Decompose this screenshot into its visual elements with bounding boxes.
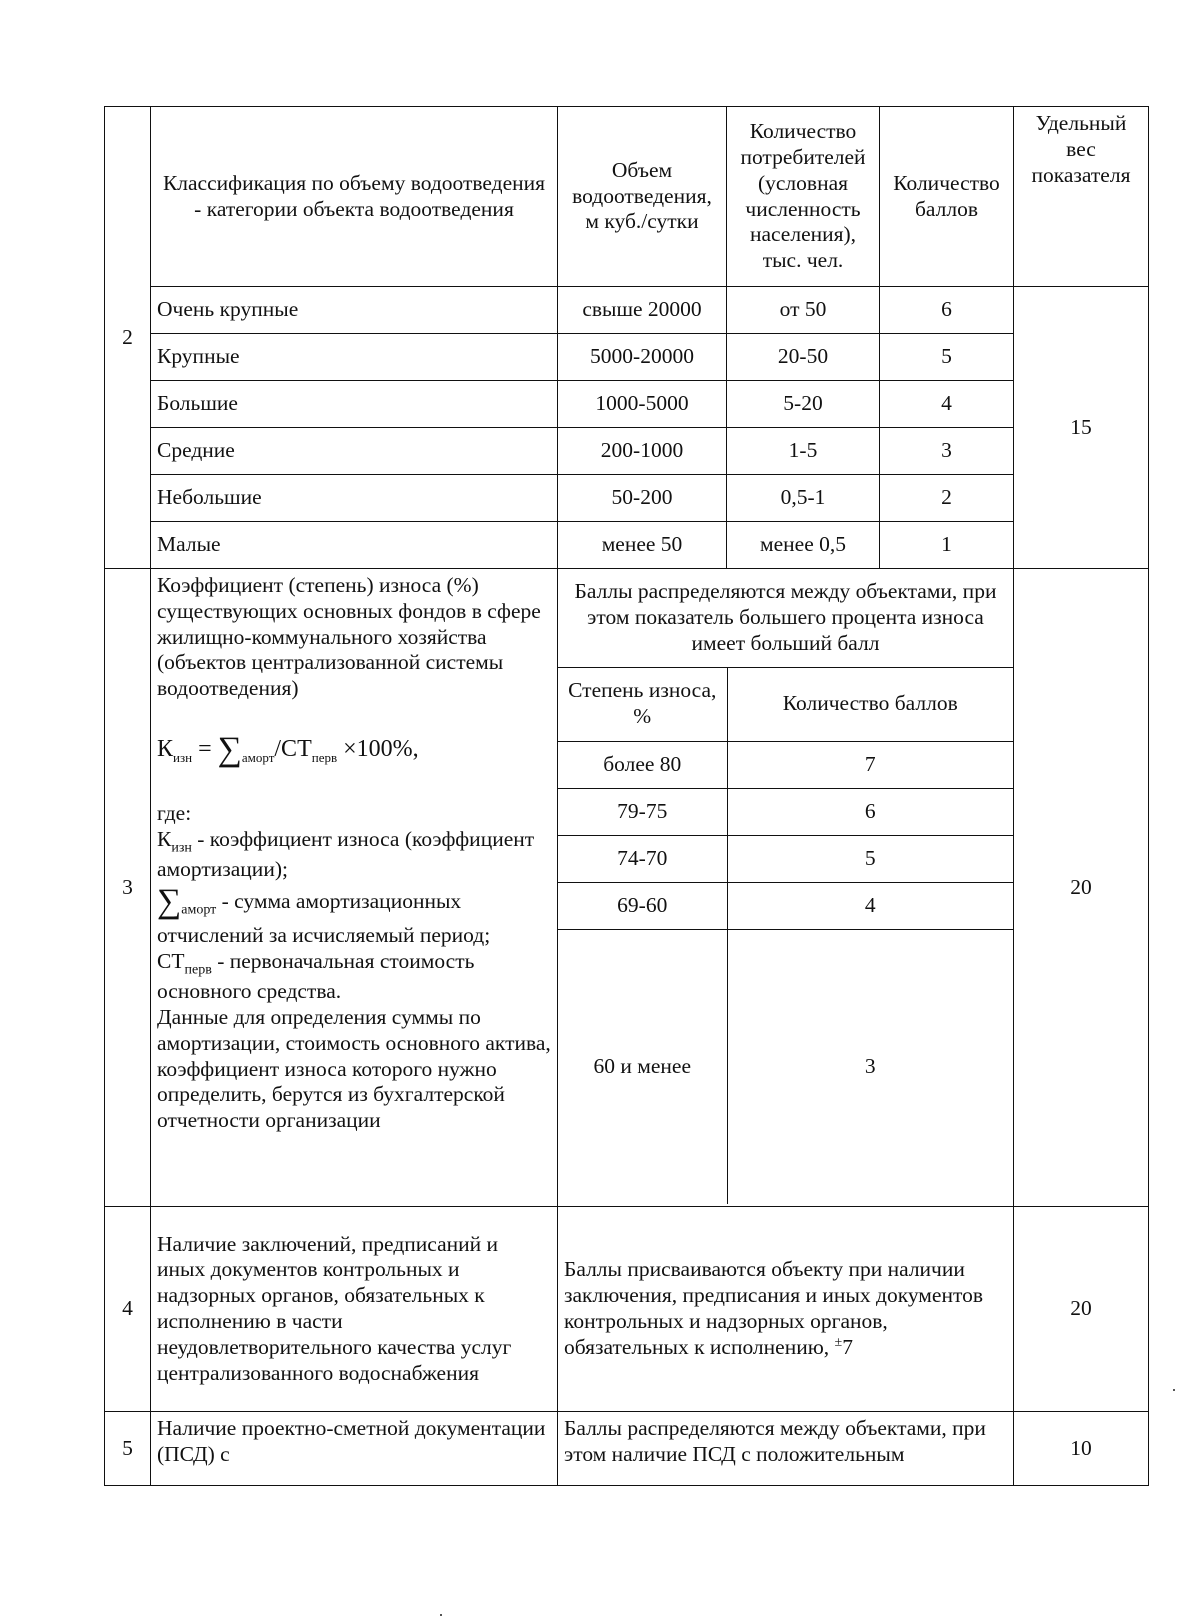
formula-st-sub: перв <box>311 749 338 765</box>
header-weight: Удельный вес показателя <box>1014 107 1149 287</box>
category-consumers: 1-5 <box>727 428 880 475</box>
category-name: Очень крупные <box>151 287 558 334</box>
subheader-degree: Степень износа, % <box>558 667 727 741</box>
formula-k: К <box>157 735 174 762</box>
def-k-symbol: К <box>157 826 172 851</box>
section5-row <box>105 1412 1149 1486</box>
wear-points: 7 <box>727 741 1013 788</box>
wear-points: 5 <box>727 835 1013 882</box>
section3-weight: 20 <box>1014 569 1149 1207</box>
def-sum-sub: аморт <box>181 902 217 918</box>
wear-points: 4 <box>727 882 1013 929</box>
category-points: 4 <box>880 381 1014 428</box>
category-volume: 50-200 <box>558 475 727 522</box>
section3-number: 3 <box>105 569 151 1207</box>
wear-rule-text: Баллы распределяются между объектами, при этом показатель большего процента износа имеет больший балл <box>558 569 1013 667</box>
section2-header-row <box>105 107 1149 287</box>
header-points: Количество баллов <box>880 107 1014 287</box>
formula-tail: ×100%, <box>337 735 419 762</box>
section4-rule-text: Баллы присваиваются объекту при наличии заключения, предписания и иных документов контрольных и надзорных органов, обязательных к исполнению, <box>564 1257 983 1359</box>
def-k-text: - коэффициент износа (коэффициент амортизации); <box>157 826 535 881</box>
category-volume: менее 50 <box>558 522 727 569</box>
wear-degree: более 80 <box>558 741 727 788</box>
definition-sum <box>157 882 551 949</box>
section5-number: 5 <box>105 1412 151 1486</box>
section4-weight: 20 <box>1014 1207 1149 1412</box>
definition-k <box>157 827 551 883</box>
category-volume: свыше 20000 <box>558 287 727 334</box>
category-name: Средние <box>151 428 558 475</box>
header-classification: Классификация по объему водоотведения - категории объекта водоотведения <box>151 107 558 287</box>
category-name: Малые <box>151 522 558 569</box>
category-name: Крупные <box>151 334 558 381</box>
plus-minus-sign: ± <box>834 1334 843 1350</box>
section3-row <box>105 569 1149 1207</box>
category-name: Большие <box>151 381 558 428</box>
section5-rule: Баллы распределяются между объектами, при этом наличие ПСД с положительным <box>558 1412 1014 1486</box>
wear-degree: 79-75 <box>558 788 727 835</box>
header-consumers: Количество потребителей (условная численность населения), тыс. чел. <box>727 107 880 287</box>
category-points: 3 <box>880 428 1014 475</box>
wear-degree: 60 и менее <box>558 929 727 1204</box>
category-points: 2 <box>880 475 1014 522</box>
definition-st <box>157 949 551 1005</box>
section4-description: Наличие заключений, предписаний и иных документов контрольных и надзорных органов, обязательных к исполнению в части неудовлетворительного качества услуг централизованного водоснабжения <box>151 1207 558 1412</box>
def-st-text: - первоначальная стоимость основного средства. <box>157 949 475 1004</box>
table-row <box>558 741 1013 788</box>
section4-rule <box>558 1207 1014 1412</box>
wear-formula <box>157 730 551 771</box>
criteria-table <box>104 106 1149 1486</box>
def-st-sub: перв <box>184 962 212 978</box>
category-consumers: 5-20 <box>727 381 880 428</box>
table-row <box>558 882 1013 929</box>
table-row <box>105 475 1149 522</box>
section4-rule-value: 7 <box>842 1334 853 1359</box>
formula-eq: = <box>192 735 218 762</box>
category-points: 5 <box>880 334 1014 381</box>
wear-points: 6 <box>727 788 1013 835</box>
wear-rule-row <box>558 569 1013 667</box>
section2-weight: 15 <box>1014 287 1149 569</box>
wear-points: 3 <box>727 929 1013 1204</box>
wear-subheader-row <box>558 667 1013 741</box>
category-consumers: от 50 <box>727 287 880 334</box>
sigma-symbol: ∑ <box>217 730 242 768</box>
category-consumers: 0,5-1 <box>727 475 880 522</box>
section5-weight: 10 <box>1014 1412 1149 1486</box>
table-row <box>558 788 1013 835</box>
section2-number: 2 <box>105 107 151 569</box>
sigma-symbol: ∑ <box>157 883 182 921</box>
formula-sum-sub: аморт <box>241 749 275 765</box>
scan-speck <box>1173 1389 1175 1391</box>
scan-speck <box>440 1614 442 1616</box>
category-volume: 5000-20000 <box>558 334 727 381</box>
def-sum-text: - сумма амортизационных отчислений за исчисляемый период; <box>157 889 491 948</box>
category-points: 1 <box>880 522 1014 569</box>
table-row <box>105 381 1149 428</box>
category-points: 6 <box>880 287 1014 334</box>
category-consumers: менее 0,5 <box>727 522 880 569</box>
data-source-note: Данные для определения суммы по амортизации, стоимость основного актива, коэффициент износа которого нужно определить, берутся из бухгалтерской отчетности организации <box>157 1004 551 1133</box>
table-row <box>105 522 1149 569</box>
category-volume: 200-1000 <box>558 428 727 475</box>
where-label: где: <box>157 800 192 825</box>
table-row <box>558 929 1013 1204</box>
def-st-symbol: СТ <box>157 949 185 974</box>
table-row <box>105 334 1149 381</box>
wear-degree: 69-60 <box>558 882 727 929</box>
section3-description <box>151 569 558 1207</box>
wear-scale-cell <box>558 569 1014 1207</box>
section4-number: 4 <box>105 1207 151 1412</box>
table-row <box>105 287 1149 334</box>
wear-scale-table <box>558 569 1013 1204</box>
formula-st: /СТ <box>274 735 312 762</box>
section4-row <box>105 1207 1149 1412</box>
wear-degree: 74-70 <box>558 835 727 882</box>
wear-description: Коэффициент (степень) износа (%) существующих основных фондов в сфере жилищно-коммунального хозяйства (объектов централизованной системы водоотведения) <box>157 573 541 701</box>
formula-k-sub: изн <box>173 749 193 765</box>
category-name: Небольшие <box>151 475 558 522</box>
header-volume: Объем водоотведения, м куб./сутки <box>558 107 727 287</box>
subheader-points: Количество баллов <box>727 667 1013 741</box>
category-consumers: 20-50 <box>727 334 880 381</box>
table-row <box>558 835 1013 882</box>
def-k-sub: изн <box>171 839 192 855</box>
category-volume: 1000-5000 <box>558 381 727 428</box>
table-row <box>105 428 1149 475</box>
section5-description: Наличие проектно-сметной документации (ПСД) с <box>151 1412 558 1486</box>
